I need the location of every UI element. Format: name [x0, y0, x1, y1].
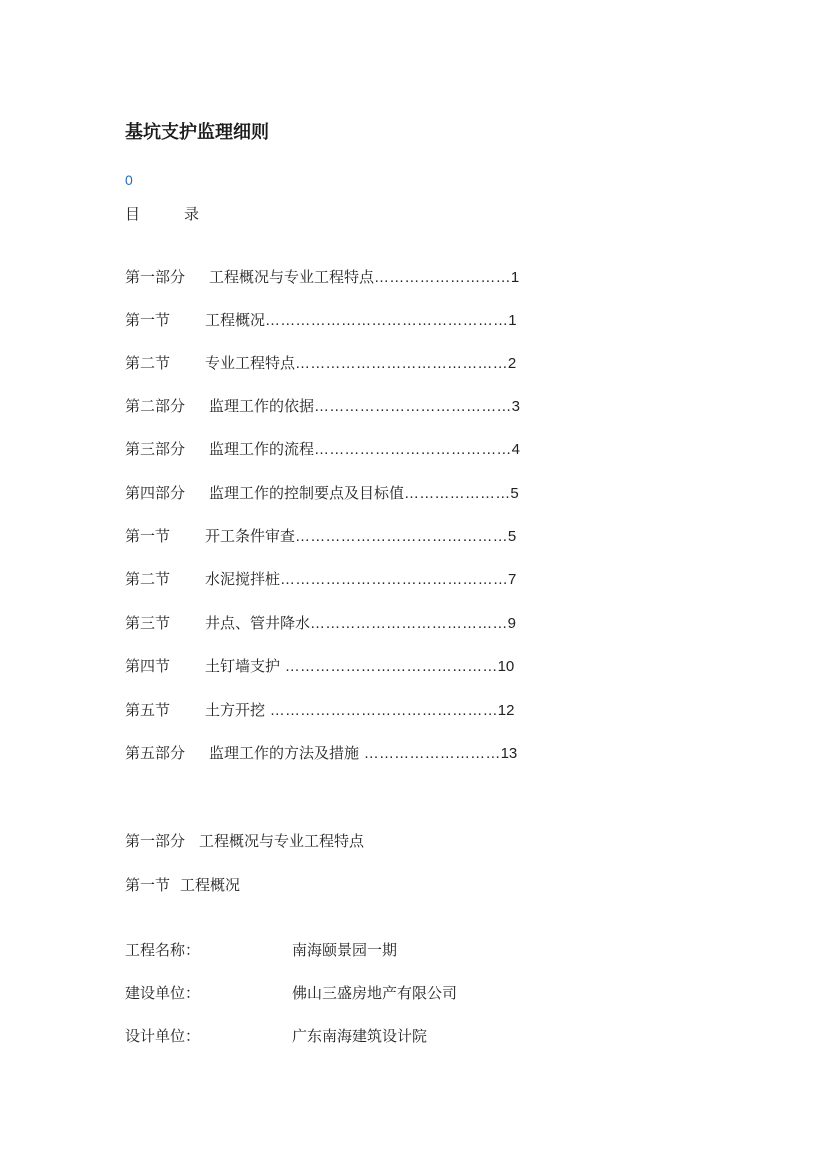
toc-entry[interactable] [125, 311, 517, 330]
toc-entry-number: 第三部分 [125, 440, 186, 458]
toc-entry-number: 第一节 [125, 527, 171, 545]
toc-entry-number: 第四节 [125, 657, 171, 675]
toc-entry-page: 5 [510, 485, 519, 502]
toc-entry-leader: …………………………………… [295, 355, 508, 372]
toc-heading [125, 203, 199, 224]
toc-heading-right: 录 [184, 205, 200, 223]
toc-entry-leader: ………………………………… [310, 615, 508, 632]
toc-entry-leader: ……………………… [363, 745, 501, 762]
info-value: 南海颐景园一期 [292, 941, 398, 959]
toc-entry[interactable] [125, 657, 514, 676]
toc-entry-title: 工程概况与专业工程特点 [209, 268, 375, 286]
info-row-builder [125, 982, 457, 1003]
toc-entry-leader: ………………………………………… [265, 312, 509, 329]
toc-entry-number: 第五部分 [125, 744, 186, 762]
toc-entry-leader: ……………………………………… [280, 571, 509, 588]
info-value: 广东南海建筑设计院 [292, 1027, 428, 1045]
part-heading-title: 工程概况与专业工程特点 [199, 832, 365, 850]
section-heading-number: 第一节 [125, 876, 171, 894]
toc-entry-number: 第四部分 [125, 484, 186, 502]
toc-entry-page: 4 [511, 441, 520, 458]
toc-heading-left: 目 [125, 205, 141, 223]
document-title: 基坑支护监理细则 [125, 122, 269, 143]
toc-entry-page: 9 [507, 615, 516, 632]
toc-entry-number: 第一节 [125, 311, 171, 329]
toc-entry[interactable] [125, 570, 516, 589]
page-anchor-link[interactable]: 0 [125, 172, 133, 188]
toc-entry-title: 监理工作的方法及措施 [209, 744, 364, 762]
info-label: 设计单位： [125, 1027, 201, 1045]
toc-entry[interactable] [125, 440, 520, 459]
toc-entry[interactable] [125, 527, 516, 546]
toc-entry[interactable] [125, 744, 517, 763]
toc-entry-number: 第三节 [125, 614, 171, 632]
toc-entry-title: 工程概况 [205, 311, 266, 329]
toc-entry-title: 监理工作的依据 [209, 397, 315, 415]
toc-entry[interactable] [125, 268, 519, 287]
toc-entry-page: 3 [511, 398, 520, 415]
toc-entry[interactable] [125, 354, 516, 373]
toc-entry[interactable] [125, 484, 519, 503]
section-heading [125, 874, 240, 895]
toc-entry-page: 1 [510, 269, 520, 286]
toc-entry-title: 土方开挖 [205, 701, 270, 719]
toc-entry-number: 第二节 [125, 570, 171, 588]
toc-entry-title: 监理工作的控制要点及目标值 [209, 484, 405, 502]
toc-entry[interactable] [125, 701, 514, 720]
toc-entry[interactable] [125, 397, 520, 416]
toc-entry-title: 水泥搅拌桩 [205, 570, 281, 588]
toc-entry-number: 第二节 [125, 354, 171, 372]
info-label: 工程名称： [125, 941, 201, 959]
toc-entry-page: 13 [500, 745, 518, 762]
toc-entry-leader: …………………………………… [295, 528, 508, 545]
toc-entry-number: 第五节 [125, 701, 171, 719]
toc-entry-leader: ………………… [404, 485, 511, 502]
toc-entry-title: 专业工程特点 [205, 354, 296, 372]
toc-entry-leader: …………………………………… [284, 658, 498, 675]
toc-entry-leader: ……………………………………… [269, 702, 498, 719]
section-heading-title: 工程概况 [180, 876, 241, 894]
toc-entry-page: 7 [508, 571, 517, 588]
toc-entry-page: 5 [507, 528, 517, 545]
toc-entry-page: 2 [507, 355, 517, 372]
toc-entry-title: 监理工作的流程 [209, 440, 315, 458]
toc-entry-leader: ………………………………… [314, 441, 512, 458]
toc-entry-page: 12 [497, 702, 515, 719]
part-heading-number: 第一部分 [125, 832, 186, 850]
toc-entry-page: 1 [508, 312, 517, 329]
toc-entry-title: 土钉墙支护 [205, 657, 285, 675]
toc-entry-number: 第二部分 [125, 397, 186, 415]
info-label: 建设单位： [125, 984, 201, 1002]
toc-entry-leader: ………………………………… [314, 398, 512, 415]
toc-entry-page: 10 [497, 658, 515, 675]
info-row-project-name [125, 939, 397, 960]
toc-entry-leader: ……………………… [374, 269, 511, 286]
toc-entry-title: 井点、管井降水 [205, 614, 311, 632]
toc-entry-number: 第一部分 [125, 268, 186, 286]
info-value: 佛山三盛房地产有限公司 [292, 984, 458, 1002]
part-heading [125, 830, 364, 851]
toc-entry-title: 开工条件审查 [205, 527, 296, 545]
toc-entry[interactable] [125, 614, 516, 633]
info-row-designer [125, 1025, 427, 1046]
